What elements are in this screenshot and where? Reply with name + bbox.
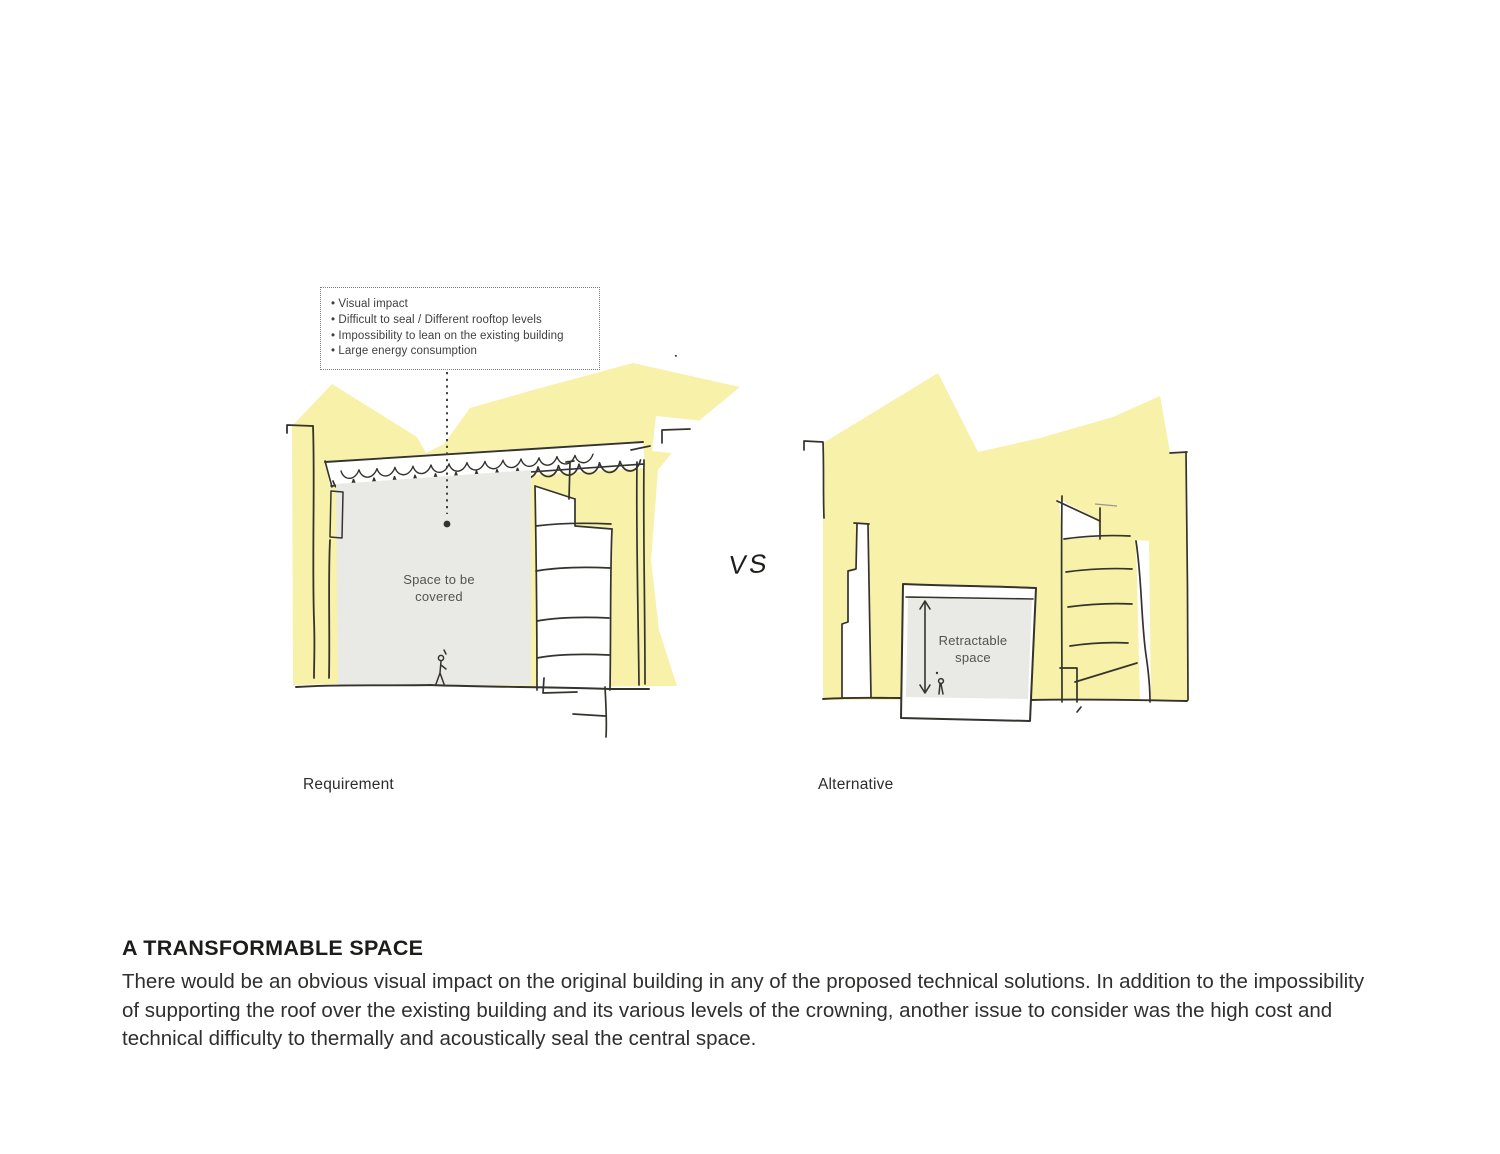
requirement-sketch xyxy=(280,355,750,745)
callout-item: • Large energy consumption xyxy=(331,345,477,358)
section-title: A TRANSFORMABLE SPACE xyxy=(122,936,424,960)
alternative-sketch xyxy=(795,360,1205,730)
caption-alternative: Alternative xyxy=(818,776,894,793)
notch-patch xyxy=(652,416,704,456)
section-body: There would be an obvious visual impact on the original building in any of the proposed technical solutions. In addition to the impossibility of supporting the roof over the existing building and its various levels of the crowning, another issue to consider was the high cost and technical difficulty to thermally and acoustically seal the central space. xyxy=(122,970,1365,1051)
callout-item: • Visual impact xyxy=(331,298,408,310)
description-section xyxy=(122,936,1367,1054)
retractable-space-label: Retractable space xyxy=(938,633,1008,665)
space-to-be-covered-label: Space to be covered xyxy=(403,572,475,604)
left-notch-sketch xyxy=(804,441,824,518)
callout-item: • Difficult to seal / Different rooftop levels xyxy=(331,313,542,326)
callout-item: • Impossibility to lean on the existing building xyxy=(331,329,564,342)
vs-label: VS xyxy=(727,547,772,581)
caption-requirement: Requirement xyxy=(303,776,394,793)
